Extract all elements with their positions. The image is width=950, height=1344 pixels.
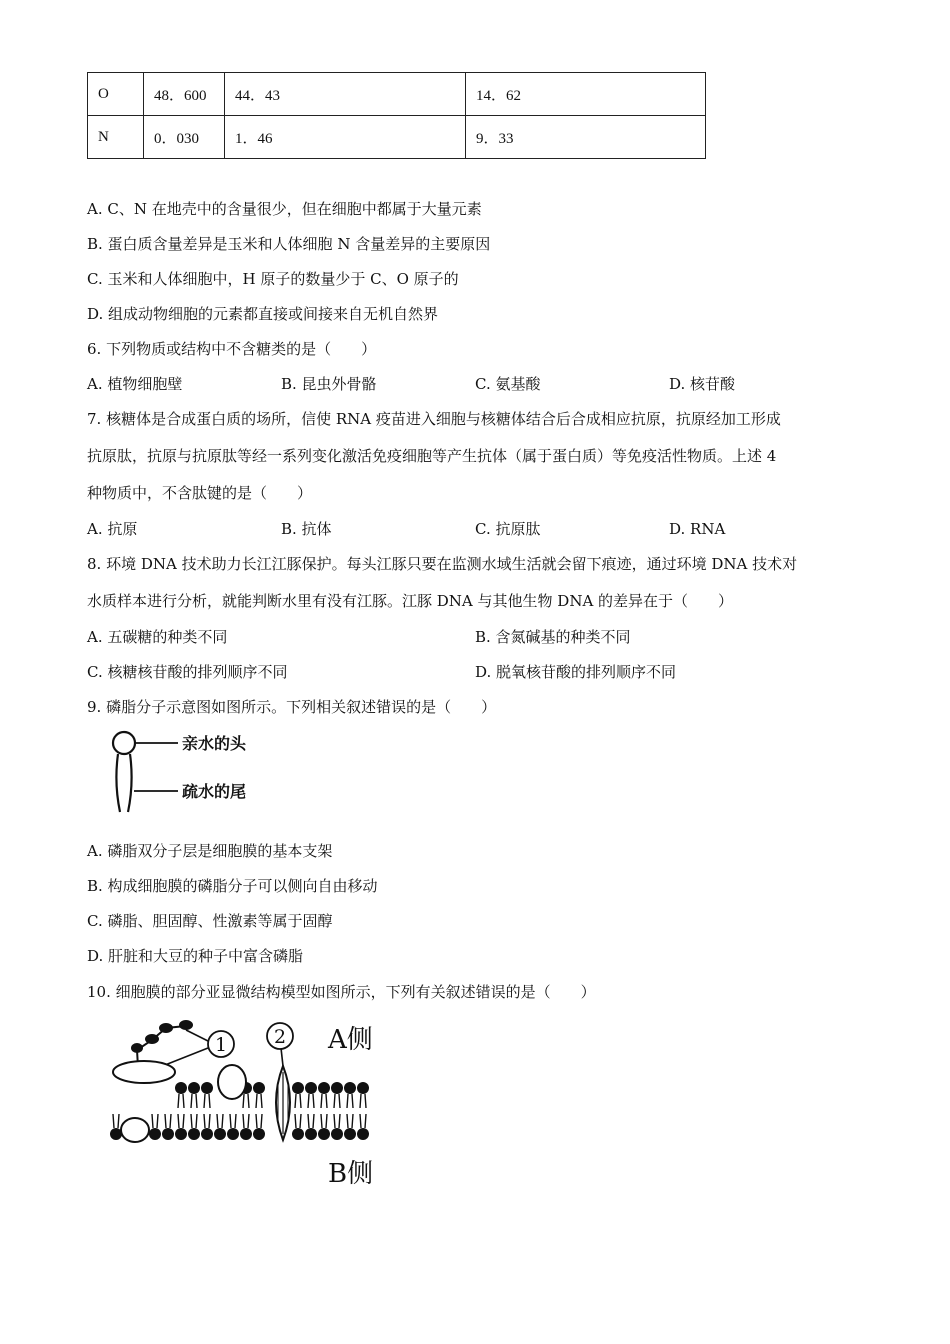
sugar-unit <box>179 1020 193 1030</box>
q6-stem: 6. 下列物质或结构中不含糖类的是（ ） <box>87 340 377 358</box>
phospholipid-head <box>318 1082 330 1094</box>
phospholipid-tail <box>360 1114 366 1128</box>
q8-stem-line-1: 8. 环境 DNA 技术助力长江江豚保护。每头江豚只要在监测水域生活就会留下痕迹，通过环境 DNA 技术对 <box>87 555 798 573</box>
phospholipid-head <box>344 1128 356 1140</box>
label-2-digit: 2 <box>273 1026 287 1048</box>
phospholipid-tail <box>334 1094 340 1108</box>
phospholipid-head <box>253 1082 265 1094</box>
sugar-unit <box>159 1023 173 1033</box>
phospholipid-tail <box>243 1094 249 1108</box>
table-cell: 14．62 <box>466 73 706 116</box>
phospholipid-head <box>318 1128 330 1140</box>
phospholipid-tail <box>191 1114 197 1128</box>
phospholipid-tail <box>230 1114 236 1128</box>
phospholipid-tail <box>243 1114 249 1128</box>
phospholipid-head <box>344 1082 356 1094</box>
phospholipid-head <box>175 1128 187 1140</box>
phospholipid-figure <box>100 728 300 820</box>
label-2-pointer <box>281 1048 283 1066</box>
phospholipid-head <box>305 1082 317 1094</box>
phospholipid-head <box>331 1128 343 1140</box>
phospholipid-head <box>292 1082 304 1094</box>
phospholipid-tail <box>295 1114 301 1128</box>
phospholipid-tail <box>113 1114 119 1128</box>
tail-label: 疏水的尾 <box>182 782 247 801</box>
q8-option-a: A. 五碳糖的种类不同 <box>87 628 228 646</box>
phospholipid-tail <box>347 1114 353 1128</box>
element-content-table <box>87 72 706 159</box>
q8-stem-line-2: 水质样本进行分析，就能判断水里有没有江豚。江豚 DNA 与其他生物 DNA 的差异在于（ ） <box>87 592 734 610</box>
q8-option-c: C. 核糖核苷酸的排列顺序不同 <box>87 663 288 681</box>
phospholipid-head <box>162 1128 174 1140</box>
q7-option-b: B. 抗体 <box>281 520 332 538</box>
table-cell: 1．46 <box>225 116 466 159</box>
glycoprotein-shape <box>113 1061 175 1083</box>
phospholipid-head <box>253 1128 265 1140</box>
table-cell: 44．43 <box>225 73 466 116</box>
q5-option-b: B. 蛋白质含量差异是玉米和人体细胞 N 含量差异的主要原因 <box>87 235 491 253</box>
tail-left-shape <box>116 754 120 812</box>
upper-phospholipid-heads <box>175 1082 369 1108</box>
q5-option-d: D. 组成动物细胞的元素都直接或间接来自无机自然界 <box>87 305 439 323</box>
phospholipid-head <box>331 1082 343 1094</box>
q8-option-d: D. 脱氧核苷酸的排列顺序不同 <box>475 663 677 681</box>
label-1-digit: 1 <box>214 1034 228 1056</box>
table-row <box>88 116 706 159</box>
phospholipid-tail <box>217 1114 223 1128</box>
phospholipid-tail <box>165 1114 171 1128</box>
phospholipid-tail <box>308 1094 314 1108</box>
q7-option-c: C. 抗原肽 <box>475 520 541 538</box>
phospholipid-tail <box>334 1114 340 1128</box>
tail-right-shape <box>128 754 132 812</box>
label-1-pointer <box>186 1030 210 1042</box>
phospholipid-tail <box>321 1114 327 1128</box>
sugar-unit <box>131 1043 143 1053</box>
phospholipid-tail <box>321 1094 327 1108</box>
q9-option-a: A. 磷脂双分子层是细胞膜的基本支架 <box>87 842 333 860</box>
phospholipid-tail <box>256 1114 262 1128</box>
embedded-protein-shape <box>218 1065 246 1099</box>
q9-option-d: D. 肝脏和大豆的种子中富含磷脂 <box>87 947 304 965</box>
q6-option-a: A. 植物细胞壁 <box>87 375 183 393</box>
phospholipid-head <box>188 1128 200 1140</box>
q10-stem: 10. 细胞膜的部分亚显微结构模型如图所示，下列有关叙述错误的是（ ） <box>87 983 596 1001</box>
head-label: 亲水的头 <box>182 734 247 753</box>
phospholipid-head <box>214 1128 226 1140</box>
q9-option-b: B. 构成细胞膜的磷脂分子可以侧向自由移动 <box>87 877 378 895</box>
phospholipid-tail <box>178 1094 184 1108</box>
q7-option-a: A. 抗原 <box>87 520 138 538</box>
phospholipid-head <box>188 1082 200 1094</box>
q7-option-d: D. RNA <box>669 520 726 538</box>
phospholipid-head <box>175 1082 187 1094</box>
q7-stem-line-3: 种物质中，不含肽键的是（ ） <box>87 484 313 502</box>
phospholipid-tail <box>360 1094 366 1108</box>
q7-stem-line-2: 抗原肽，抗原与抗原肽等经一系列变化激活免疫细胞等产生抗体（属于蛋白质）等免疫活性物质。上述 4 <box>87 447 777 465</box>
phospholipid-tail <box>204 1114 210 1128</box>
phospholipid-tail <box>152 1114 158 1128</box>
q9-option-c: C. 磷脂、胆固醇、性激素等属于固醇 <box>87 912 333 930</box>
phospholipid-head <box>357 1128 369 1140</box>
table-cell: 0．030 <box>144 116 225 159</box>
inner-protein-shape <box>121 1118 149 1142</box>
hydrophilic-head-shape <box>113 732 135 754</box>
q7-stem-line-1: 7. 核糖体是合成蛋白质的场所，信使 RNA 疫苗进入细胞与核糖体结合后合成相应抗原，抗原经加工形成 <box>87 410 781 428</box>
phospholipid-head <box>292 1128 304 1140</box>
table-cell: 48．600 <box>144 73 225 116</box>
table-cell: N <box>88 116 144 159</box>
q5-option-c: C. 玉米和人体细胞中，H 原子的数量少于 C、O 原子的 <box>87 270 459 288</box>
phospholipid-head <box>149 1128 161 1140</box>
table-cell: 9．33 <box>466 116 706 159</box>
phospholipid-head <box>201 1082 213 1094</box>
phospholipid-head <box>240 1128 252 1140</box>
table-cell: O <box>88 73 144 116</box>
phospholipid-head <box>201 1128 213 1140</box>
phospholipid-tail <box>347 1094 353 1108</box>
q6-option-d: D. 核苷酸 <box>669 375 736 393</box>
sugar-unit <box>145 1034 159 1044</box>
q6-option-c: C. 氨基酸 <box>475 375 541 393</box>
phospholipid-head <box>305 1128 317 1140</box>
phospholipid-tail <box>295 1094 301 1108</box>
phospholipid-tail <box>256 1094 262 1108</box>
phospholipid-tail <box>191 1094 197 1108</box>
q6-option-b: B. 昆虫外骨骼 <box>281 375 377 393</box>
q8-option-b: B. 含氮碱基的种类不同 <box>475 628 631 646</box>
q5-option-a: A. C、N 在地壳中的含量很少，但在细胞中都属于大量元素 <box>87 200 482 218</box>
phospholipid-tail <box>308 1114 314 1128</box>
phospholipid-tail <box>204 1094 210 1108</box>
cell-membrane-figure <box>100 1012 400 1197</box>
side-b-label: B侧 <box>328 1159 374 1189</box>
table-row <box>88 73 706 116</box>
phospholipid-head <box>227 1128 239 1140</box>
q9-stem: 9. 磷脂分子示意图如图所示。下列相关叙述错误的是（ ） <box>87 698 497 716</box>
phospholipid-tail <box>178 1114 184 1128</box>
phospholipid-head <box>357 1082 369 1094</box>
side-a-label: A侧 <box>328 1025 373 1055</box>
